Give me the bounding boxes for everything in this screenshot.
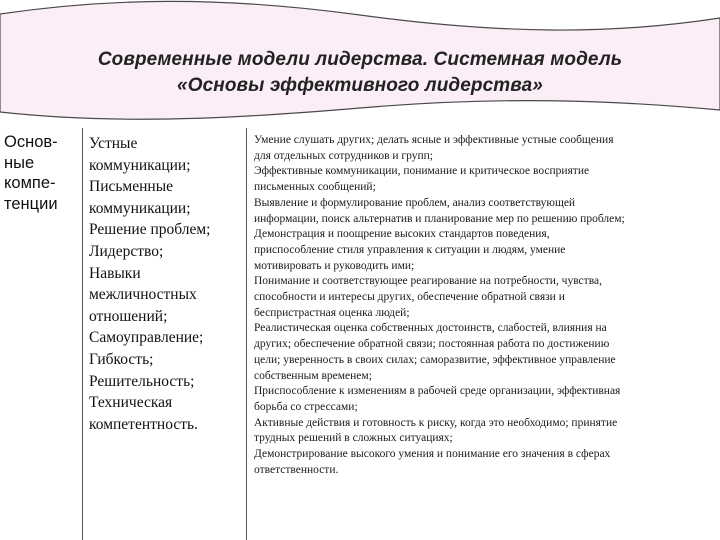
description-text: трудных решений в сложных ситуациях;	[254, 432, 453, 445]
page-title-line-2: «Основы эффективного лидерства»	[177, 75, 543, 96]
title-banner	[0, 0, 720, 122]
description-text: информации, поиск альтернатив и планирование мер по решению проблем;	[254, 212, 625, 225]
competency-text: Письменные	[89, 178, 174, 196]
description-text: Эффективные коммуникации, понимание и критическое восприятие	[254, 165, 590, 178]
description-text: Выявление и формулирование проблем, анализ соответствующей	[254, 196, 576, 209]
competency-text: отношений;	[89, 307, 168, 325]
descriptions-list	[254, 133, 716, 478]
description-text: цели; уверенность в своих силах; саморазвитие, эффективное управление	[254, 353, 616, 366]
description-text: Понимание и соответствующее реагирование на потребности, чувства,	[254, 275, 602, 288]
description-text: мотивировать и руководить ими;	[254, 259, 415, 272]
description-text: борьба со стрессами;	[254, 400, 358, 413]
competency-text: Лидерство;	[89, 242, 164, 260]
competency-text: Навыки	[89, 264, 141, 282]
competency-text: Техническая	[89, 394, 173, 412]
description-text: Активные действия и готовность к риску, когда это необходимо; принятие	[254, 416, 618, 429]
competencies-table	[0, 128, 720, 540]
competency-text: коммуникации;	[89, 199, 191, 217]
category-text: компе-	[4, 174, 56, 192]
description-text: для отдельных сотрудников и групп;	[254, 149, 433, 162]
category-text: Основ-	[4, 133, 58, 151]
category-cell	[4, 132, 80, 214]
column-divider	[246, 128, 247, 540]
competency-text: Самоуправление;	[89, 329, 204, 347]
description-text: Демонстрирование высокого умения и понимание его значения в сферах	[254, 448, 611, 461]
description-text: Умение слушать других; делать ясные и эффективные устные сообщения	[254, 134, 614, 146]
competency-text: Гибкость;	[89, 350, 154, 368]
competency-text: коммуникации;	[89, 156, 191, 174]
competency-text: компетентность.	[89, 415, 198, 433]
competency-text: Решение проблем;	[89, 221, 211, 239]
description-text: приспособление стиля управления к ситуации и людям, умение	[254, 243, 566, 256]
competencies-list	[89, 133, 244, 435]
page-title-line-1: Современные модели лидерства. Системная модель	[97, 49, 623, 70]
category-text: тенции	[4, 194, 58, 213]
description-text: беспристрастная оценка людей;	[254, 306, 410, 319]
description-text: письменных сообщений;	[254, 181, 376, 194]
column-divider	[82, 128, 83, 540]
competency-text: Устные	[89, 135, 138, 152]
competency-text: межличностных	[89, 286, 197, 304]
description-text: способности и интересы других, обеспечение обратной связи и	[254, 291, 565, 304]
description-text: Приспособление к изменениям в рабочей среде организации, эффективная	[254, 385, 621, 398]
description-text: ответственности.	[254, 463, 339, 476]
description-text: Реалистическая оценка собственных достоинств, слабостей, влияния на	[254, 322, 607, 335]
description-text: Демонстрация и поощрение высоких стандартов поведения,	[254, 228, 550, 241]
competency-text: Решительность;	[89, 372, 195, 390]
category-text: ные	[4, 153, 35, 172]
description-text: собственным временем;	[254, 369, 372, 382]
description-text: других; обеспечение обратной связи; постоянная работа по достижению	[254, 338, 610, 351]
